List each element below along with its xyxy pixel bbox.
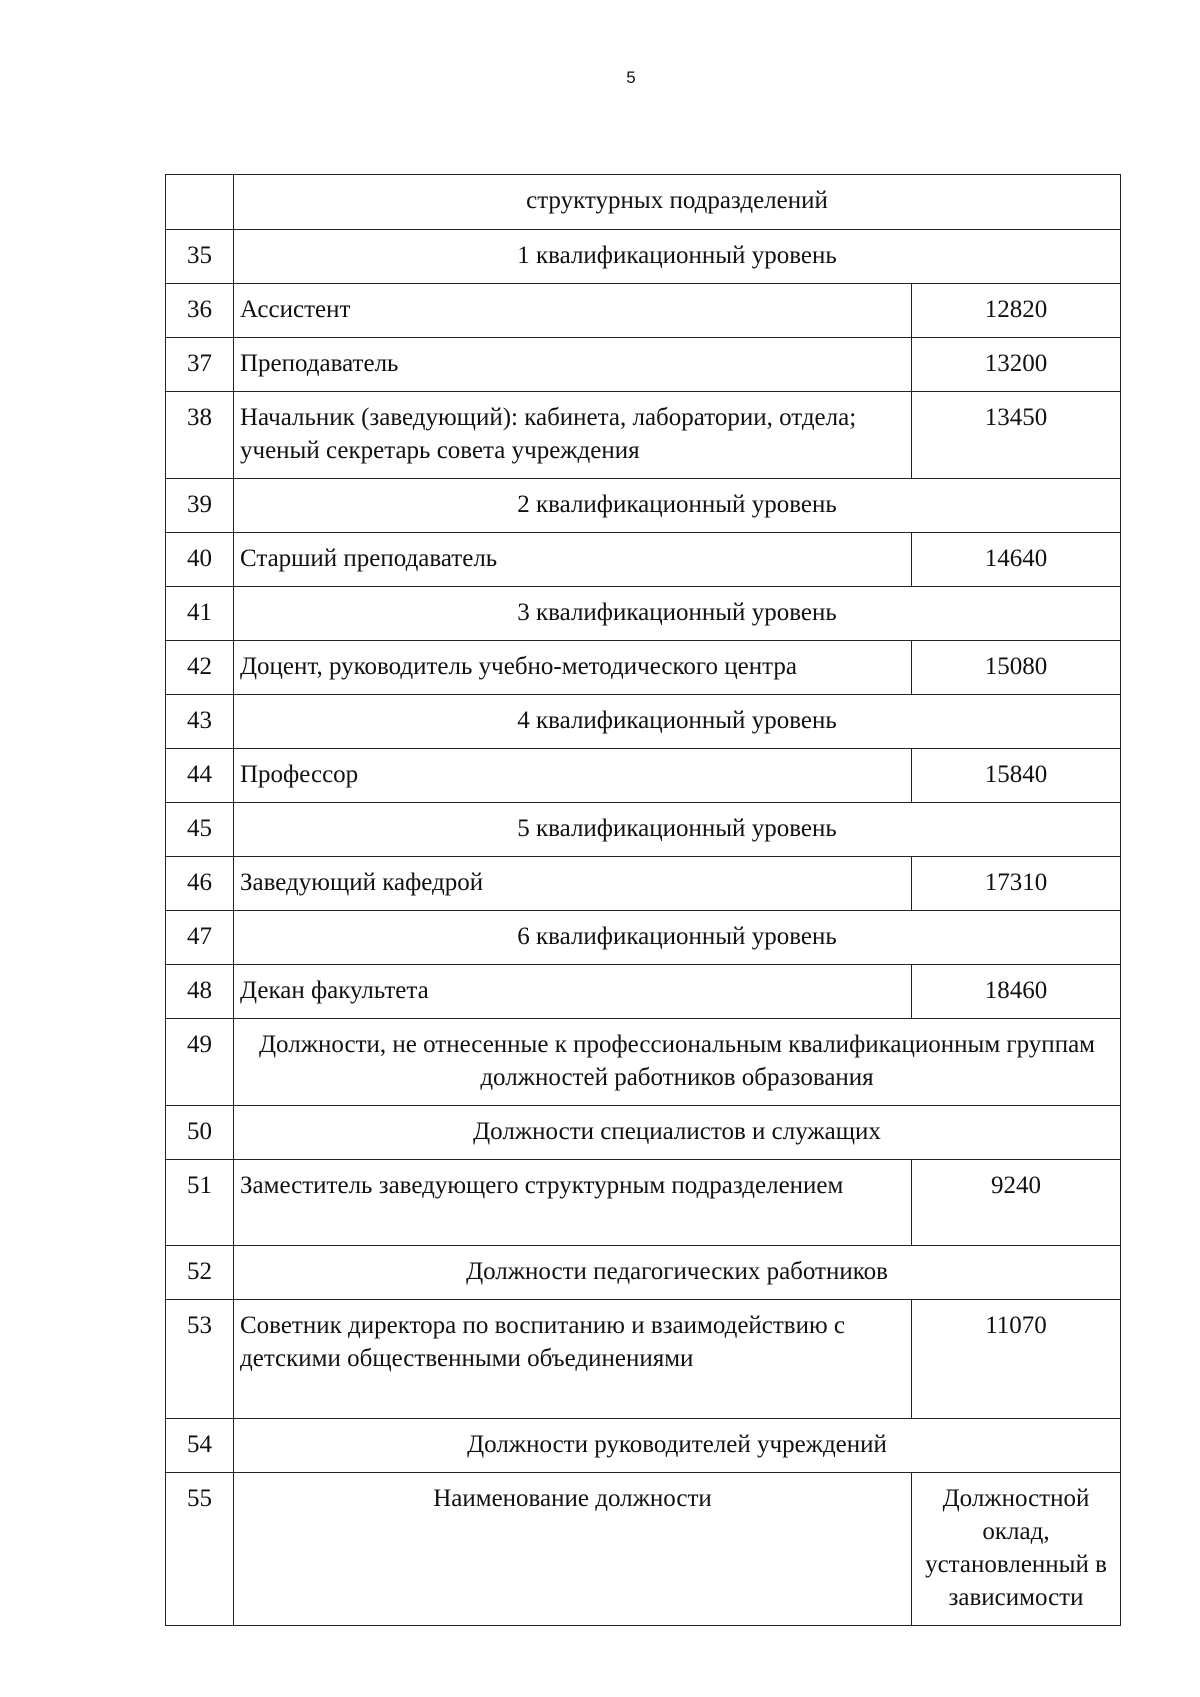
table-row (166, 641, 1121, 695)
position-name: Заведующий кафедрой (234, 857, 912, 911)
table-row (166, 175, 1121, 230)
row-number: 39 (166, 479, 234, 533)
table-row (166, 749, 1121, 803)
position-name: Доцент, руководитель учебно-методического центра (234, 641, 912, 695)
salary-value: 13200 (912, 338, 1121, 392)
salary-value: 14640 (912, 533, 1121, 587)
position-name: Декан факультета (234, 965, 912, 1019)
row-number: 49 (166, 1019, 234, 1106)
row-number: 52 (166, 1246, 234, 1300)
position-name: Начальник (заведующий): кабинета, лаборатории, отдела; ученый секретарь совета учреждения (234, 392, 912, 479)
section-title: структурных подразделений (234, 175, 1121, 230)
qualification-level: 6 квалификационный уровень (234, 911, 1121, 965)
table-row (166, 1106, 1121, 1160)
table-row (166, 1419, 1121, 1473)
position-name: Профессор (234, 749, 912, 803)
salary-value: 13450 (912, 392, 1121, 479)
table-row (166, 965, 1121, 1019)
qualification-level: 4 квалификационный уровень (234, 695, 1121, 749)
qualification-level: 1 квалификационный уровень (234, 230, 1121, 284)
row-number: 36 (166, 284, 234, 338)
table-row (166, 803, 1121, 857)
section-title: Должности руководителей учреждений (234, 1419, 1121, 1473)
row-number: 47 (166, 911, 234, 965)
qualification-level: 2 квалификационный уровень (234, 479, 1121, 533)
column-header-position: Наименование должности (234, 1473, 912, 1626)
column-header-salary: Должностной оклад, установленный в зависимости (912, 1473, 1121, 1626)
salary-value: 17310 (912, 857, 1121, 911)
section-title: Должности педагогических работников (234, 1246, 1121, 1300)
position-name: Советник директора по воспитанию и взаимодействию с детскими общественными объединениями (234, 1300, 912, 1419)
salary-value: 11070 (912, 1300, 1121, 1419)
row-number: 46 (166, 857, 234, 911)
position-name: Заместитель заведующего структурным подразделением (234, 1160, 912, 1246)
row-number: 40 (166, 533, 234, 587)
row-number: 50 (166, 1106, 234, 1160)
table-row (166, 1300, 1121, 1419)
table-row (166, 695, 1121, 749)
salary-value: 18460 (912, 965, 1121, 1019)
table-row (166, 338, 1121, 392)
table-row (166, 533, 1121, 587)
row-number: 41 (166, 587, 234, 641)
table-row (166, 911, 1121, 965)
table-row (166, 230, 1121, 284)
salary-value: 12820 (912, 284, 1121, 338)
salary-table (165, 174, 1121, 1626)
section-title: Должности, не отнесенные к профессиональным квалификационным группам должностей работников образования (234, 1019, 1121, 1106)
row-number: 38 (166, 392, 234, 479)
table-row (166, 284, 1121, 338)
table-row (166, 1246, 1121, 1300)
table-row (166, 1019, 1121, 1106)
salary-value: 9240 (912, 1160, 1121, 1246)
row-number: 45 (166, 803, 234, 857)
table-row (166, 857, 1121, 911)
row-number: 42 (166, 641, 234, 695)
row-number: 48 (166, 965, 234, 1019)
table-row (166, 1473, 1121, 1626)
table-row (166, 587, 1121, 641)
table-row (166, 1160, 1121, 1246)
page-number: 5 (626, 68, 636, 87)
position-name: Старший преподаватель (234, 533, 912, 587)
position-name: Ассистент (234, 284, 912, 338)
qualification-level: 5 квалификационный уровень (234, 803, 1121, 857)
row-number: 43 (166, 695, 234, 749)
table-row (166, 479, 1121, 533)
row-number: 44 (166, 749, 234, 803)
row-number: 51 (166, 1160, 234, 1246)
row-number: 53 (166, 1300, 234, 1419)
row-number: 35 (166, 230, 234, 284)
qualification-level: 3 квалификационный уровень (234, 587, 1121, 641)
row-number (166, 175, 234, 230)
row-number: 54 (166, 1419, 234, 1473)
salary-value: 15840 (912, 749, 1121, 803)
row-number: 55 (166, 1473, 234, 1626)
salary-value: 15080 (912, 641, 1121, 695)
section-title: Должности специалистов и служащих (234, 1106, 1121, 1160)
table-row (166, 392, 1121, 479)
position-name: Преподаватель (234, 338, 912, 392)
row-number: 37 (166, 338, 234, 392)
